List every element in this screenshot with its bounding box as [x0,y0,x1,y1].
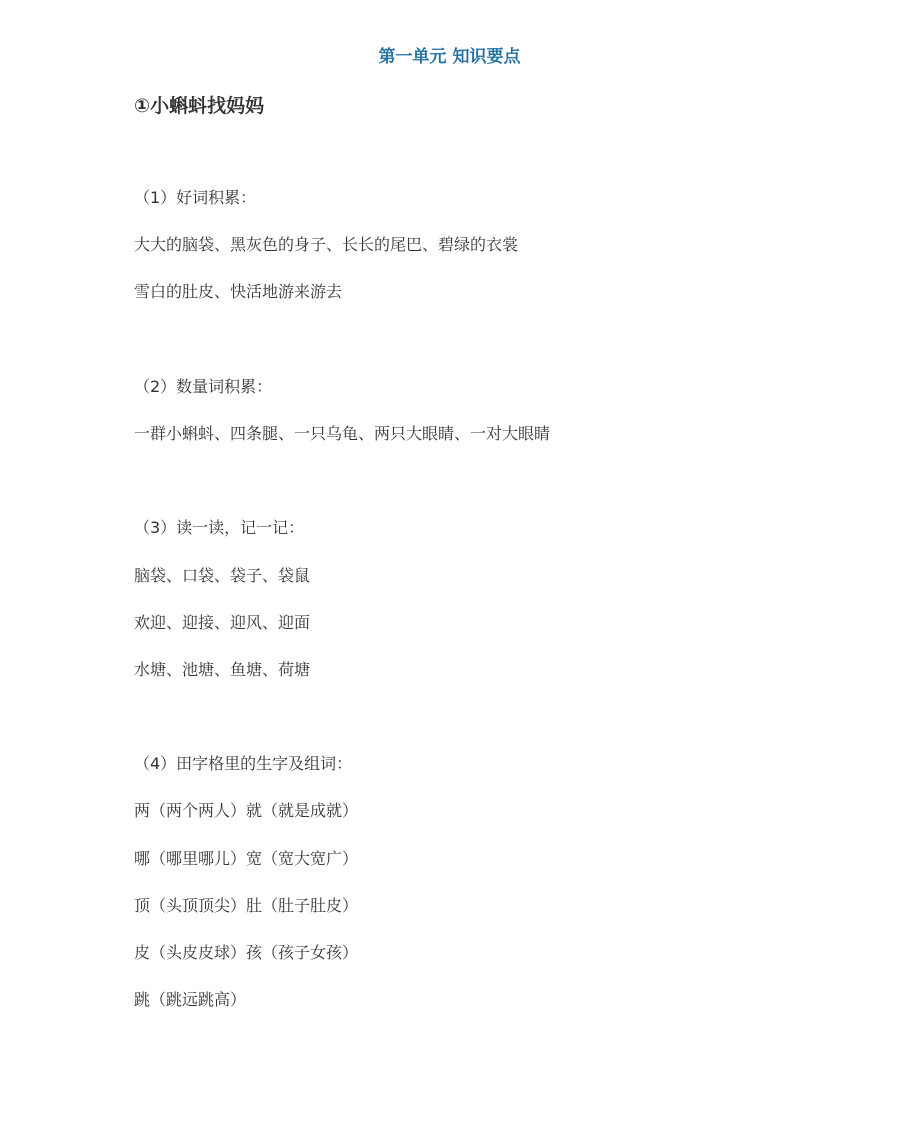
section-line: 哪（哪里哪儿）宽（宽大宽广） [134,849,359,868]
section-line: 大大的脑袋、黑灰色的身子、长长的尾巴、碧绿的衣裳 [134,235,519,254]
section-line: 皮（头皮皮球）孩（孩子女孩） [134,943,359,962]
section-line: 脑袋、口袋、袋子、袋鼠 [134,566,311,585]
section-heading-good-words: （1）好词积累： [134,188,257,207]
section-heading-quantifiers: （2）数量词积累： [134,377,273,396]
section-line: 跳（跳远跳高） [134,990,247,1009]
lesson-title: ①小蝌蚪找妈妈 [134,95,265,117]
section-line: 雪白的肚皮、快活地游来游去 [134,282,343,301]
section-heading-characters: （4）田字格里的生字及组词： [134,754,353,773]
page-title: 第一单元 知识要点 [378,47,521,67]
section-line: 水塘、池塘、鱼塘、荷塘 [134,660,311,679]
section-line: 一群小蝌蚪、四条腿、一只乌龟、两只大眼睛、一对大眼睛 [134,424,551,443]
section-heading-read-remember: （3）读一读，记一记： [134,518,305,537]
section-line: 顶（头顶顶尖）肚（肚子肚皮） [134,896,359,915]
section-line: 欢迎、迎接、迎风、迎面 [134,613,311,632]
section-line: 两（两个两人）就（就是成就） [134,801,359,820]
